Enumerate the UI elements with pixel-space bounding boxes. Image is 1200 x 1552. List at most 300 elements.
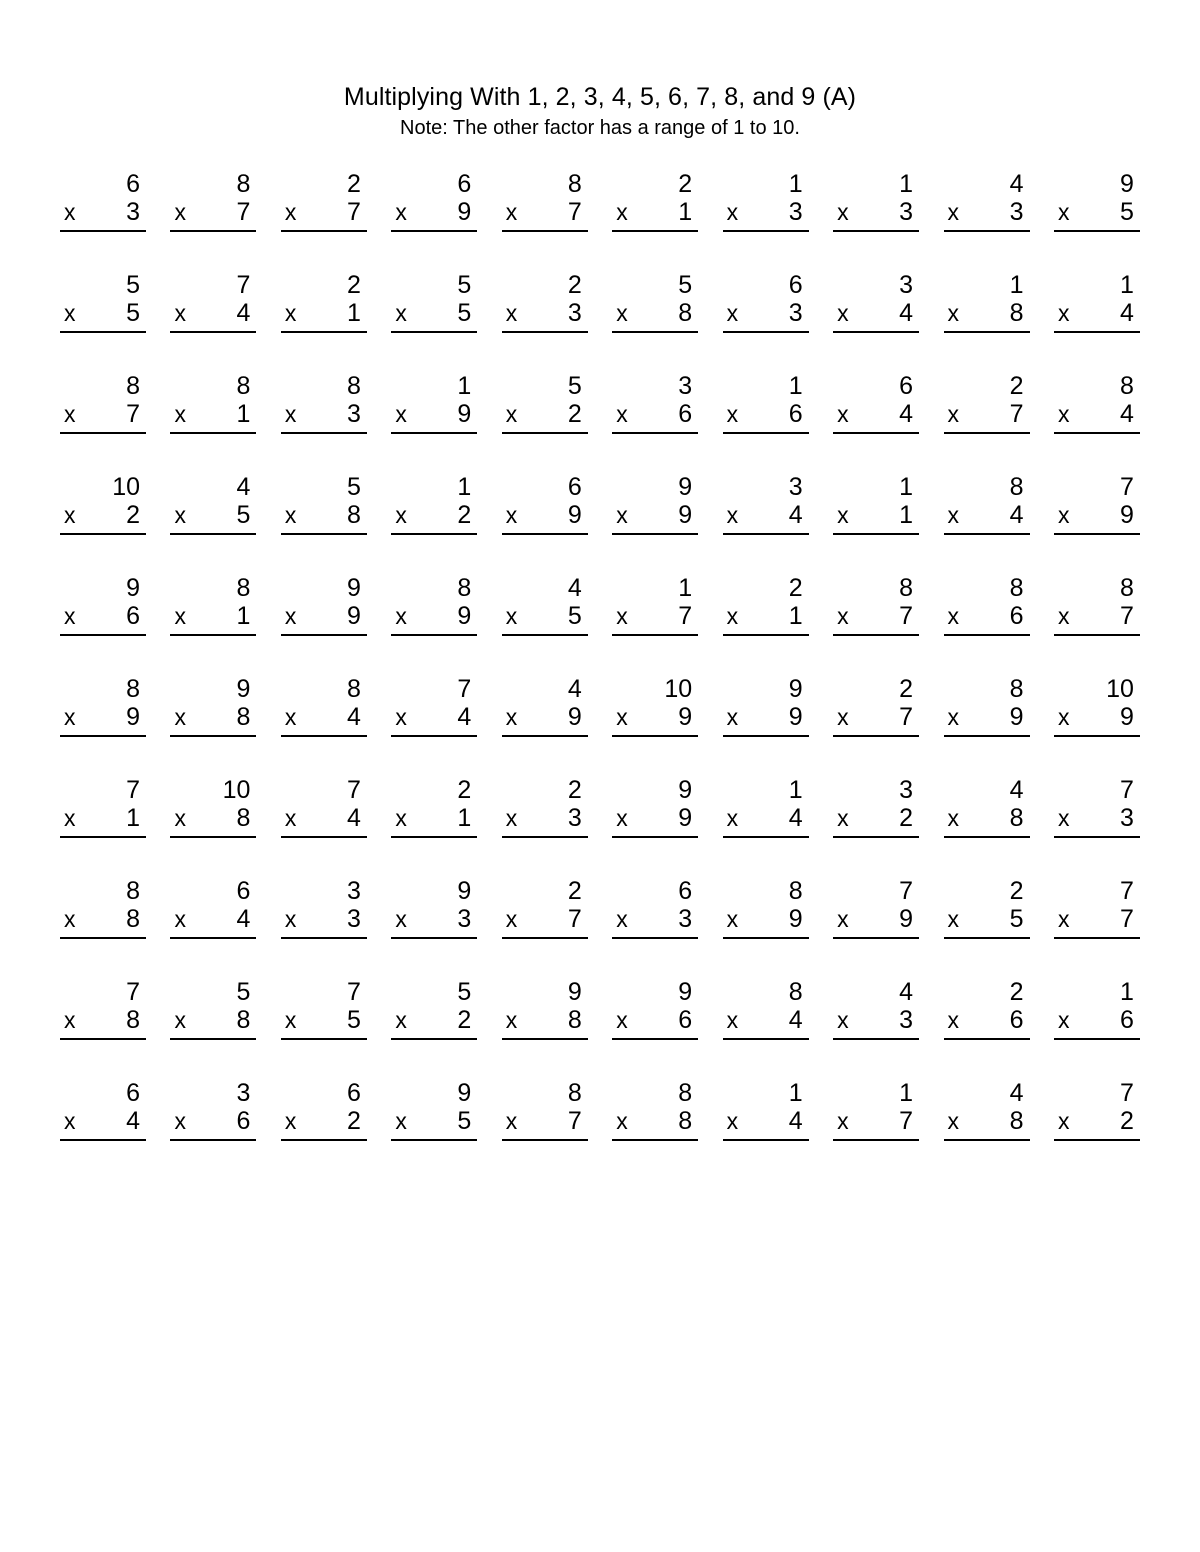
- first-factor: 7: [899, 877, 914, 905]
- multiply-operator: x: [616, 1007, 628, 1033]
- second-factor: 6: [1120, 1006, 1134, 1034]
- multiplication-problem: [833, 1078, 919, 1141]
- second-factor: 5: [1120, 198, 1134, 226]
- problem-row: [60, 169, 1140, 232]
- multiplication-problem: [944, 371, 1030, 434]
- second-factor: 6: [788, 400, 803, 428]
- page-title: Multiplying With 1, 2, 3, 4, 5, 6, 7, 8, and 9 (A): [343, 83, 857, 111]
- first-factor: 2: [457, 776, 472, 804]
- multiply-operator: x: [616, 805, 628, 831]
- first-factor: 8: [346, 372, 361, 400]
- multiply-operator: x: [726, 1108, 739, 1134]
- first-factor: 2: [567, 271, 582, 299]
- second-factor: 3: [1009, 198, 1024, 226]
- multiplication-problem: [1054, 977, 1140, 1040]
- second-factor: 5: [457, 1107, 472, 1135]
- multiplication-problem: [833, 270, 919, 333]
- operator-and-second-factor: [1054, 906, 1140, 939]
- first-factor: 9: [678, 473, 693, 501]
- multiplication-problem: [723, 674, 809, 737]
- operator-and-second-factor: [281, 1108, 367, 1141]
- multiply-operator: x: [1057, 300, 1070, 326]
- operator-and-second-factor: [502, 906, 588, 939]
- second-factor: 5: [126, 299, 140, 327]
- operator-and-second-factor: [502, 603, 588, 636]
- problem-row: [60, 775, 1140, 838]
- operator-and-second-factor: [944, 502, 1030, 535]
- second-factor: 3: [346, 400, 361, 428]
- multiply-operator: x: [284, 1007, 297, 1033]
- multiplication-problem: [391, 674, 477, 737]
- second-factor: 3: [788, 299, 803, 327]
- first-factor: 2: [678, 170, 693, 198]
- operator-and-second-factor: [833, 704, 919, 737]
- operator-and-second-factor: [833, 199, 919, 232]
- problem-row: [60, 876, 1140, 939]
- multiplication-problem: [170, 573, 256, 636]
- multiplication-problem: [391, 775, 477, 838]
- multiply-operator: x: [726, 805, 739, 831]
- operator-and-second-factor: [944, 603, 1030, 636]
- multiply-operator: x: [505, 704, 518, 730]
- second-factor: 6: [678, 400, 693, 428]
- multiplication-problem: [60, 270, 146, 333]
- multiply-operator: x: [64, 1007, 76, 1033]
- first-factor: 9: [678, 776, 693, 804]
- operator-and-second-factor: [1054, 300, 1140, 333]
- first-factor: 7: [126, 978, 140, 1006]
- first-factor: 8: [236, 170, 251, 198]
- multiplication-problem: [833, 775, 919, 838]
- multiplication-problem: [502, 674, 588, 737]
- first-factor: 9: [567, 978, 582, 1006]
- multiply-operator: x: [947, 401, 959, 427]
- multiply-operator: x: [64, 805, 76, 831]
- first-factor: 1: [457, 473, 472, 501]
- multiply-operator: x: [1057, 401, 1070, 427]
- multiply-operator: x: [505, 300, 518, 326]
- multiplication-problem: [723, 876, 809, 939]
- first-factor: 8: [236, 372, 251, 400]
- first-factor: 10: [1106, 675, 1134, 703]
- second-factor: 4: [899, 299, 914, 327]
- operator-and-second-factor: [944, 1108, 1030, 1141]
- multiplication-problem: [60, 371, 146, 434]
- second-factor: 9: [678, 501, 693, 529]
- second-factor: 9: [457, 198, 472, 226]
- first-factor: 9: [678, 978, 693, 1006]
- multiplication-problem: [944, 270, 1030, 333]
- operator-and-second-factor: [281, 1007, 367, 1040]
- multiply-operator: x: [64, 906, 76, 932]
- multiply-operator: x: [726, 199, 739, 225]
- second-factor: 4: [236, 905, 251, 933]
- multiply-operator: x: [174, 805, 186, 831]
- multiply-operator: x: [284, 603, 297, 629]
- multiply-operator: x: [616, 401, 628, 427]
- multiplication-problem: [281, 371, 367, 434]
- second-factor: 6: [678, 1006, 693, 1034]
- first-factor: 5: [346, 473, 361, 501]
- operator-and-second-factor: [170, 1007, 256, 1040]
- multiply-operator: x: [1057, 1007, 1070, 1033]
- operator-and-second-factor: [612, 1108, 698, 1141]
- multiply-operator: x: [837, 199, 849, 225]
- second-factor: 5: [236, 501, 251, 529]
- multiplication-problem: [944, 573, 1030, 636]
- second-factor: 4: [457, 703, 472, 731]
- multiplication-problem: [1054, 270, 1140, 333]
- multiplication-problem: [502, 472, 588, 535]
- second-factor: 3: [899, 198, 914, 226]
- first-factor: 1: [899, 170, 914, 198]
- multiplication-problem: [612, 371, 698, 434]
- second-factor: 8: [1009, 804, 1024, 832]
- operator-and-second-factor: [612, 603, 698, 636]
- second-factor: 4: [1120, 400, 1134, 428]
- multiply-operator: x: [837, 704, 849, 730]
- second-factor: 9: [346, 602, 361, 630]
- second-factor: 9: [788, 703, 803, 731]
- multiplication-problem: [944, 977, 1030, 1040]
- operator-and-second-factor: [1054, 502, 1140, 535]
- first-factor: 1: [678, 574, 693, 602]
- problem-row: [60, 1078, 1140, 1141]
- operator-and-second-factor: [60, 300, 146, 333]
- first-factor: 7: [1120, 1079, 1134, 1107]
- first-factor: 7: [457, 675, 472, 703]
- first-factor: 5: [457, 978, 472, 1006]
- multiply-operator: x: [726, 906, 739, 932]
- multiplication-problem: [612, 876, 698, 939]
- operator-and-second-factor: [60, 502, 146, 535]
- first-factor: 4: [1009, 170, 1024, 198]
- multiplication-problem: [391, 472, 477, 535]
- second-factor: 4: [1009, 501, 1024, 529]
- second-factor: 4: [346, 804, 361, 832]
- second-factor: 7: [899, 703, 914, 731]
- multiplication-problem: [1054, 169, 1140, 232]
- first-factor: 1: [788, 170, 803, 198]
- multiply-operator: x: [64, 502, 76, 528]
- second-factor: 9: [457, 400, 472, 428]
- multiplication-problem: [281, 169, 367, 232]
- first-factor: 8: [1009, 574, 1024, 602]
- second-factor: 9: [1120, 703, 1134, 731]
- first-factor: 4: [236, 473, 251, 501]
- second-factor: 2: [567, 400, 582, 428]
- multiplication-problem: [60, 169, 146, 232]
- operator-and-second-factor: [1054, 805, 1140, 838]
- multiplication-problem: [391, 573, 477, 636]
- first-factor: 8: [899, 574, 914, 602]
- multiplication-problem: [170, 472, 256, 535]
- multiplication-problem: [833, 674, 919, 737]
- multiplication-problem: [612, 1078, 698, 1141]
- first-factor: 2: [567, 776, 582, 804]
- first-factor: 10: [112, 473, 140, 501]
- operator-and-second-factor: [170, 502, 256, 535]
- multiply-operator: x: [174, 199, 186, 225]
- multiply-operator: x: [284, 704, 297, 730]
- first-factor: 6: [788, 271, 803, 299]
- first-factor: 4: [1009, 776, 1024, 804]
- operator-and-second-factor: [723, 300, 809, 333]
- second-factor: 9: [567, 703, 582, 731]
- operator-and-second-factor: [612, 805, 698, 838]
- operator-and-second-factor: [281, 401, 367, 434]
- multiplication-problem: [502, 977, 588, 1040]
- first-factor: 6: [126, 170, 140, 198]
- multiply-operator: x: [174, 502, 186, 528]
- first-factor: 9: [236, 675, 251, 703]
- second-factor: 1: [899, 501, 914, 529]
- operator-and-second-factor: [723, 1007, 809, 1040]
- second-factor: 7: [678, 602, 693, 630]
- first-factor: 2: [788, 574, 803, 602]
- second-factor: 7: [236, 198, 251, 226]
- first-factor: 5: [126, 271, 140, 299]
- second-factor: 3: [567, 299, 582, 327]
- second-factor: 9: [126, 703, 140, 731]
- second-factor: 3: [346, 905, 361, 933]
- multiply-operator: x: [395, 300, 407, 326]
- multiplication-problem: [170, 169, 256, 232]
- second-factor: 8: [126, 1006, 140, 1034]
- multiply-operator: x: [1057, 906, 1070, 932]
- multiplication-problem: [723, 573, 809, 636]
- multiplication-problem: [723, 270, 809, 333]
- operator-and-second-factor: [944, 704, 1030, 737]
- multiply-operator: x: [947, 603, 959, 629]
- first-factor: 2: [346, 170, 361, 198]
- multiplication-problem: [833, 472, 919, 535]
- operator-and-second-factor: [833, 401, 919, 434]
- operator-and-second-factor: [833, 300, 919, 333]
- multiply-operator: x: [174, 704, 186, 730]
- operator-and-second-factor: [723, 502, 809, 535]
- first-factor: 1: [1120, 978, 1134, 1006]
- operator-and-second-factor: [60, 401, 146, 434]
- multiply-operator: x: [395, 1007, 407, 1033]
- second-factor: 3: [126, 198, 140, 226]
- second-factor: 7: [126, 400, 140, 428]
- multiplication-problem: [281, 270, 367, 333]
- multiplication-problem: [170, 876, 256, 939]
- multiplication-problem: [1054, 674, 1140, 737]
- multiplication-problem: [391, 977, 477, 1040]
- operator-and-second-factor: [502, 704, 588, 737]
- first-factor: 8: [1120, 574, 1134, 602]
- second-factor: 9: [788, 905, 803, 933]
- first-factor: 5: [457, 271, 472, 299]
- second-factor: 8: [236, 703, 251, 731]
- operator-and-second-factor: [1054, 704, 1140, 737]
- operator-and-second-factor: [502, 1108, 588, 1141]
- second-factor: 9: [678, 804, 693, 832]
- first-factor: 1: [788, 776, 803, 804]
- first-factor: 6: [346, 1079, 361, 1107]
- multiplication-problem: [612, 775, 698, 838]
- first-factor: 8: [788, 978, 803, 1006]
- operator-and-second-factor: [723, 199, 809, 232]
- multiplication-problem: [60, 472, 146, 535]
- multiply-operator: x: [726, 502, 739, 528]
- operator-and-second-factor: [833, 1108, 919, 1141]
- first-factor: 9: [1120, 170, 1134, 198]
- second-factor: 2: [899, 804, 914, 832]
- second-factor: 6: [1009, 1006, 1024, 1034]
- operator-and-second-factor: [944, 300, 1030, 333]
- first-factor: 10: [664, 675, 693, 703]
- second-factor: 6: [126, 602, 140, 630]
- multiplication-problem: [833, 876, 919, 939]
- multiply-operator: x: [837, 1007, 849, 1033]
- multiplication-problem: [281, 573, 367, 636]
- first-factor: 8: [1120, 372, 1134, 400]
- first-factor: 2: [1009, 372, 1024, 400]
- multiply-operator: x: [726, 300, 739, 326]
- first-factor: 2: [899, 675, 914, 703]
- operator-and-second-factor: [1054, 1007, 1140, 1040]
- operator-and-second-factor: [391, 401, 477, 434]
- multiplication-problem: [281, 876, 367, 939]
- operator-and-second-factor: [391, 1108, 477, 1141]
- second-factor: 9: [1009, 703, 1024, 731]
- operator-and-second-factor: [281, 906, 367, 939]
- multiplication-problem: [170, 270, 256, 333]
- multiplication-problem: [281, 674, 367, 737]
- second-factor: 3: [457, 905, 472, 933]
- multiply-operator: x: [616, 502, 628, 528]
- first-factor: 8: [126, 372, 140, 400]
- first-factor: 1: [1009, 271, 1024, 299]
- first-factor: 3: [346, 877, 361, 905]
- operator-and-second-factor: [502, 300, 588, 333]
- second-factor: 5: [346, 1006, 361, 1034]
- operator-and-second-factor: [944, 906, 1030, 939]
- first-factor: 6: [457, 170, 472, 198]
- operator-and-second-factor: [833, 603, 919, 636]
- multiply-operator: x: [395, 502, 407, 528]
- multiply-operator: x: [395, 906, 407, 932]
- second-factor: 7: [899, 602, 914, 630]
- operator-and-second-factor: [502, 805, 588, 838]
- second-factor: 9: [457, 602, 472, 630]
- multiplication-problem: [833, 573, 919, 636]
- operator-and-second-factor: [170, 603, 256, 636]
- multiply-operator: x: [64, 199, 76, 225]
- second-factor: 5: [457, 299, 472, 327]
- second-factor: 4: [788, 1006, 803, 1034]
- operator-and-second-factor: [170, 199, 256, 232]
- multiplication-problem: [60, 876, 146, 939]
- second-factor: 7: [1120, 905, 1134, 933]
- second-factor: 1: [126, 804, 140, 832]
- multiply-operator: x: [174, 1108, 186, 1134]
- multiply-operator: x: [505, 906, 518, 932]
- operator-and-second-factor: [60, 1108, 146, 1141]
- operator-and-second-factor: [281, 502, 367, 535]
- second-factor: 7: [567, 905, 582, 933]
- first-factor: 7: [126, 776, 140, 804]
- problem-grid: [0, 169, 1200, 1141]
- first-factor: 2: [567, 877, 582, 905]
- multiplication-problem: [502, 775, 588, 838]
- second-factor: 4: [346, 703, 361, 731]
- multiplication-problem: [170, 674, 256, 737]
- second-factor: 3: [567, 804, 582, 832]
- multiplication-problem: [60, 674, 146, 737]
- multiply-operator: x: [616, 906, 628, 932]
- multiply-operator: x: [616, 300, 628, 326]
- second-factor: 9: [567, 501, 582, 529]
- multiply-operator: x: [837, 805, 849, 831]
- operator-and-second-factor: [1054, 199, 1140, 232]
- multiply-operator: x: [284, 502, 297, 528]
- second-factor: 3: [678, 905, 693, 933]
- second-factor: 8: [126, 905, 140, 933]
- first-factor: 8: [236, 574, 251, 602]
- operator-and-second-factor: [612, 704, 698, 737]
- first-factor: 9: [457, 877, 472, 905]
- problem-row: [60, 472, 1140, 535]
- operator-and-second-factor: [391, 603, 477, 636]
- first-factor: 3: [678, 372, 693, 400]
- multiply-operator: x: [1057, 199, 1070, 225]
- multiplication-problem: [723, 371, 809, 434]
- second-factor: 1: [236, 400, 251, 428]
- second-factor: 1: [236, 602, 251, 630]
- second-factor: 1: [457, 804, 472, 832]
- first-factor: 7: [1120, 776, 1134, 804]
- problem-row: [60, 977, 1140, 1040]
- second-factor: 9: [899, 905, 914, 933]
- first-factor: 4: [1009, 1079, 1024, 1107]
- multiply-operator: x: [284, 906, 297, 932]
- multiply-operator: x: [947, 704, 959, 730]
- first-factor: 8: [1009, 473, 1024, 501]
- operator-and-second-factor: [391, 300, 477, 333]
- multiplication-problem: [833, 977, 919, 1040]
- multiply-operator: x: [505, 603, 518, 629]
- operator-and-second-factor: [170, 704, 256, 737]
- second-factor: 1: [788, 602, 803, 630]
- operator-and-second-factor: [170, 906, 256, 939]
- operator-and-second-factor: [60, 199, 146, 232]
- multiplication-problem: [1054, 775, 1140, 838]
- multiply-operator: x: [64, 704, 76, 730]
- multiply-operator: x: [1057, 805, 1070, 831]
- multiplication-problem: [612, 472, 698, 535]
- operator-and-second-factor: [281, 603, 367, 636]
- multiply-operator: x: [947, 906, 959, 932]
- first-factor: 8: [788, 877, 803, 905]
- second-factor: 4: [899, 400, 914, 428]
- multiplication-problem: [612, 573, 698, 636]
- multiply-operator: x: [284, 1108, 297, 1134]
- multiply-operator: x: [726, 401, 739, 427]
- operator-and-second-factor: [723, 704, 809, 737]
- operator-and-second-factor: [170, 300, 256, 333]
- multiply-operator: x: [837, 1108, 849, 1134]
- multiply-operator: x: [395, 603, 407, 629]
- second-factor: 2: [346, 1107, 361, 1135]
- multiplication-problem: [281, 1078, 367, 1141]
- multiplication-problem: [612, 169, 698, 232]
- operator-and-second-factor: [612, 1007, 698, 1040]
- second-factor: 5: [1009, 905, 1024, 933]
